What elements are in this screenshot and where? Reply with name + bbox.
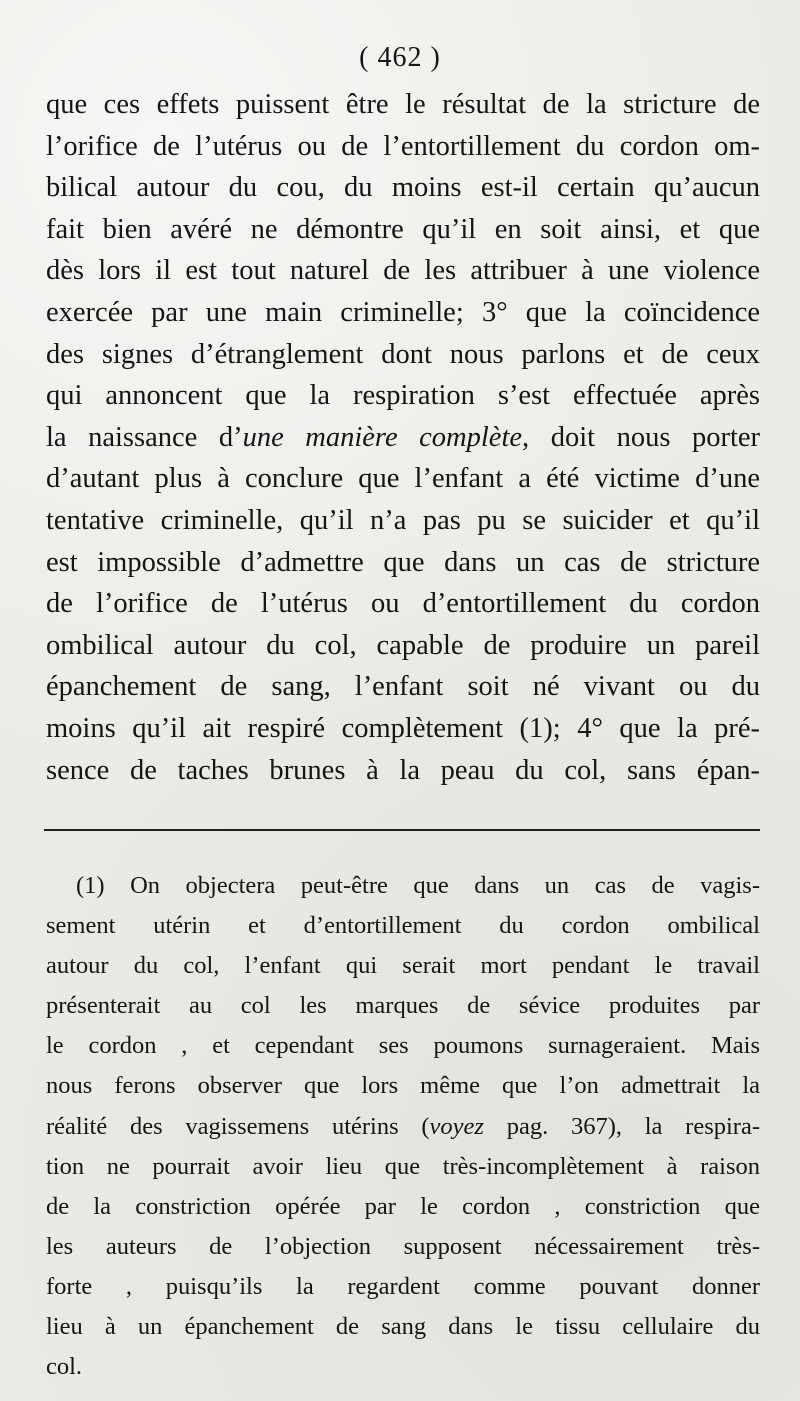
text-line: d’autant plus à conclure que l’enfant a été victime d’une [46, 463, 760, 495]
footnote-line: lieu à un épanchement de sang dans le tissu cellulaire du [46, 1313, 760, 1341]
text-line-with-italic [46, 417, 760, 459]
text-line: de l’orifice de l’utérus ou d’entortillement du cordon [46, 588, 760, 620]
text-line: exercée par une main criminelle; 3° que la coïncidence [46, 296, 760, 328]
footnote-line: forte , puisqu’ils la regardent comme pouvant donner [46, 1272, 760, 1300]
text-line: qui annoncent que la respiration s’est effectuée après [46, 380, 760, 412]
footnote-line: les auteurs de l’objection supposent nécessairement très- [46, 1232, 760, 1260]
text-line: des signes d’étranglement dont nous parlons et de ceux [46, 338, 760, 370]
text-line: sence de taches brunes à la peau du col, sans épan- [46, 754, 760, 786]
text-segment: réalité des vagissemens utérins ( [46, 1112, 430, 1140]
footnote-line: autour du col, l’enfant qui serait mort pendant le travail [46, 952, 760, 980]
footnote-line: sement utérin et d’entortillement du cordon ombilical [46, 912, 760, 940]
footnote-line: (1) On objectera peut-être que dans un cas de vagis- [76, 872, 760, 899]
footnote-line: tion ne pourrait avoir lieu que très-incomplètement à raison [46, 1152, 760, 1180]
text-segment: la naissance d’ [46, 421, 243, 453]
footnote-line: présenterait au col les marques de sévice produites par [46, 992, 760, 1020]
italic-word: voyez [429, 1112, 484, 1140]
footnote-line: col. [46, 1353, 83, 1381]
text-line: que ces effets puissent être le résultat de la stricture de [46, 89, 760, 120]
page-number: ( 462 ) [359, 42, 441, 73]
text-line: ombilical autour du col, capable de produire un pareil [46, 629, 760, 661]
footnote-divider [44, 829, 760, 831]
text-line: dès lors il est tout naturel de les attribuer à une violence [46, 255, 760, 287]
text-line: est impossible d’admettre que dans un cas de stricture [46, 546, 760, 578]
footnote-line-with-italic [46, 1107, 760, 1147]
text-segment: , doit nous porter [522, 421, 760, 453]
italic-phrase: une manière complète [242, 421, 523, 453]
footnote-line: le cordon , et cependant ses poumons surnageraient. Mais [46, 1032, 760, 1060]
text-line: tentative criminelle, qu’il n’a pas pu se suicider et qu’il [46, 504, 760, 536]
text-line: fait bien avéré ne démontre qu’il en soit ainsi, et que [46, 213, 760, 245]
text-line: l’orifice de l’utérus ou de l’entortillement du cordon om- [46, 130, 760, 162]
text-segment: pag. 367), la respira- [483, 1112, 760, 1140]
text-line: épanchement de sang, l’enfant soit né vivant ou du [46, 671, 760, 703]
text-line: bilical autour du cou, du moins est-il certain qu’aucun [46, 172, 760, 204]
footnote [46, 866, 760, 1387]
main-text [46, 84, 760, 791]
footnote-line: de la constriction opérée par le cordon , constriction que [46, 1192, 760, 1220]
text-line: moins qu’il ait respiré complètement (1); 4° que la pré- [46, 712, 760, 744]
footnote-line: nous ferons observer que lors même que l’on admettrait la [46, 1072, 760, 1100]
